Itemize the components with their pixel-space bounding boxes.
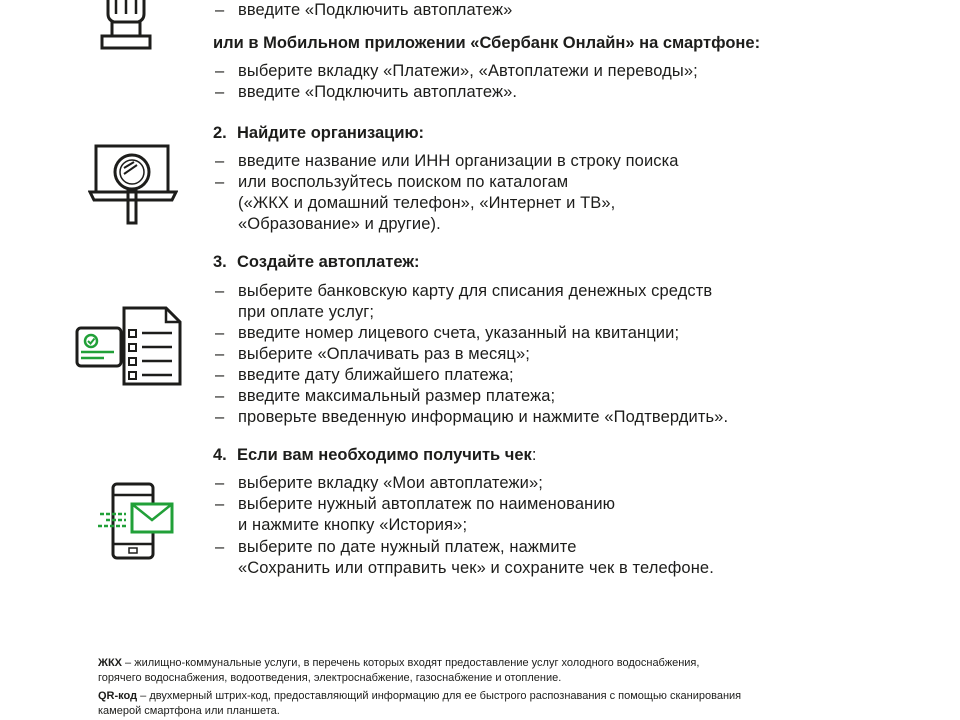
list-item-continuation: «Сохранить или отправить чек» и сохраните чек в телефоне. bbox=[238, 559, 714, 577]
footnote-term: ЖКХ bbox=[98, 657, 122, 669]
footnote-term: QR-код bbox=[98, 690, 138, 702]
list-item: – введите «Подключить автоплатеж». bbox=[215, 83, 518, 101]
footnote-zhkh-continuation: горячего водоснабжения, водоотведения, электроснабжение, газоснабжение и отопление. bbox=[98, 672, 562, 684]
card-document-icon bbox=[74, 306, 184, 386]
list-item: – проверьте введенную информацию и нажмите «Подтвердить». bbox=[215, 408, 729, 426]
list-item: – выберите нужный автоплатеж по наименованию bbox=[215, 495, 616, 513]
laptop-search-icon bbox=[88, 140, 178, 232]
footnote-qr: QR-код – двухмерный штрих-код, предоставляющий информацию для ее быстрого распознавания с помощью сканирования bbox=[98, 690, 742, 702]
list-item: – введите название или ИНН организации в строку поиска bbox=[215, 152, 679, 170]
hand-click-icon bbox=[98, 0, 154, 52]
footnote-qr-continuation: камерой смартфона или планшета. bbox=[98, 705, 280, 717]
list-item-continuation: «Образование» и другие). bbox=[238, 215, 441, 233]
list-item: – выберите вкладку «Платежи», «Автоплатежи и переводы»; bbox=[215, 62, 698, 80]
list-item: – введите «Подключить автоплатеж» bbox=[215, 1, 513, 19]
list-item: – или воспользуйтесь поиском по каталогам bbox=[215, 173, 569, 191]
list-item: – выберите по дате нужный платеж, нажмите bbox=[215, 538, 577, 556]
list-item-continuation: («ЖКХ и домашний телефон», «Интернет и ТВ», bbox=[238, 194, 616, 212]
list-item: – введите номер лицевого счета, указанный на квитанции; bbox=[215, 324, 680, 342]
footnote-zhkh: ЖКХ – жилищно-коммунальные услуги, в перечень которых входят предоставление услуг холодного водоснабжения, bbox=[98, 657, 700, 669]
phone-message-icon bbox=[96, 480, 176, 560]
list-item: – выберите банковскую карту для списания денежных средств bbox=[215, 282, 713, 300]
list-item: – выберите «Оплачивать раз в месяц»; bbox=[215, 345, 530, 363]
list-item: – введите дату ближайшего платежа; bbox=[215, 366, 514, 384]
list-item: – введите максимальный размер платежа; bbox=[215, 387, 556, 405]
mobile-app-heading: или в Мобильном приложении «Сбербанк Онлайн» на смартфоне: bbox=[213, 34, 761, 52]
list-item: – выберите вкладку «Мои автоплатежи»; bbox=[215, 474, 543, 492]
step-4-heading: 4. Если вам необходимо получить чек: bbox=[213, 446, 537, 464]
list-item-continuation: и нажмите кнопку «История»; bbox=[238, 516, 468, 534]
step-3-heading: 3. Создайте автоплатеж: bbox=[213, 253, 420, 271]
step-2-heading: 2. Найдите организацию: bbox=[213, 124, 425, 142]
list-item-continuation: при оплате услуг; bbox=[238, 303, 375, 321]
